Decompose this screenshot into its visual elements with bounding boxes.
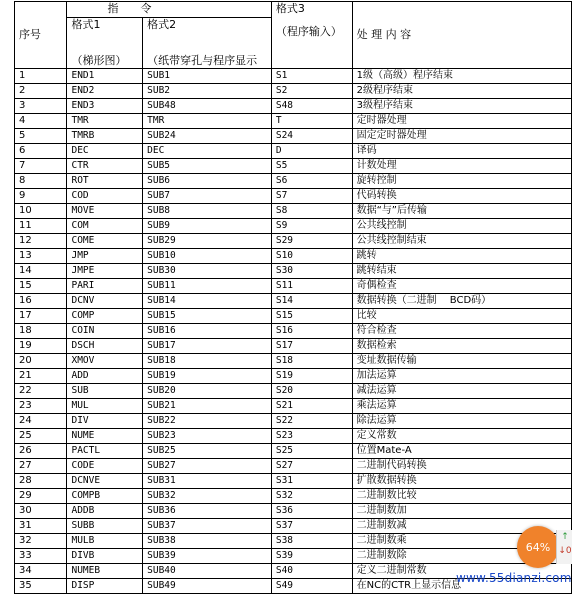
row-seq: 28: [15, 474, 67, 489]
row-format3: S11: [271, 279, 352, 294]
row-format2: SUB32: [143, 489, 272, 504]
row-format1: NUME: [67, 429, 143, 444]
row-format2: SUB27: [143, 459, 272, 474]
table-row: [15, 429, 572, 444]
header-format2-sub: （纸带穿孔与程序显示: [147, 54, 258, 67]
row-format3: S48: [271, 99, 352, 114]
row-description: 加法运算: [352, 369, 571, 384]
row-seq: 18: [15, 324, 67, 339]
row-seq: 25: [15, 429, 67, 444]
row-description: 1级（高级）程序结束: [352, 69, 571, 84]
table-row: [15, 549, 572, 564]
row-seq: 19: [15, 339, 67, 354]
row-format3: S7: [271, 189, 352, 204]
row-description: 除法运算: [352, 414, 571, 429]
row-seq: 4: [15, 114, 67, 129]
table-row: [15, 339, 572, 354]
table-row: [15, 324, 572, 339]
row-format1: DCNVE: [67, 474, 143, 489]
row-seq: 35: [15, 579, 67, 594]
row-format3: S38: [271, 534, 352, 549]
arrow-down-icon: ↓0: [558, 546, 572, 556]
row-format2: SUB40: [143, 564, 272, 579]
table-row: [15, 294, 572, 309]
row-seq: 9: [15, 189, 67, 204]
row-format1: JMP: [67, 249, 143, 264]
row-format2: SUB48: [143, 99, 272, 114]
header-format2-title: 格式2: [147, 18, 177, 31]
row-format2: SUB1: [143, 69, 272, 84]
table-row: [15, 234, 572, 249]
table-row: [15, 84, 572, 99]
row-description: 跳转: [352, 249, 571, 264]
row-description: 定义常数: [352, 429, 571, 444]
row-description: 数据“与”后传输: [352, 204, 571, 219]
row-description: 变址数据传输: [352, 354, 571, 369]
table-row: [15, 414, 572, 429]
table-row: [15, 264, 572, 279]
row-seq: 32: [15, 534, 67, 549]
table-row: [15, 399, 572, 414]
row-format2: SUB24: [143, 129, 272, 144]
row-format1: TMRB: [67, 129, 143, 144]
row-format3: S27: [271, 459, 352, 474]
table-row: [15, 144, 572, 159]
table-row: [15, 189, 572, 204]
row-seq: 15: [15, 279, 67, 294]
row-format3: S9: [271, 219, 352, 234]
row-format1: COME: [67, 234, 143, 249]
row-format1: JMPE: [67, 264, 143, 279]
row-format3: S2: [271, 84, 352, 99]
row-format1: DIV: [67, 414, 143, 429]
row-format1: COIN: [67, 324, 143, 339]
row-format1: MULB: [67, 534, 143, 549]
row-seq: 16: [15, 294, 67, 309]
row-format3: S20: [271, 384, 352, 399]
row-seq: 27: [15, 459, 67, 474]
table-row: [15, 129, 572, 144]
row-format3: S31: [271, 474, 352, 489]
row-format2: SUB49: [143, 579, 272, 594]
row-description: 二进制数乘: [352, 534, 571, 549]
row-seq: 11: [15, 219, 67, 234]
row-format2: SUB15: [143, 309, 272, 324]
table-row: [15, 204, 572, 219]
row-format2: DEC: [143, 144, 272, 159]
row-format1: END2: [67, 84, 143, 99]
row-description: 定义二进制常数: [352, 564, 571, 579]
row-seq: 20: [15, 354, 67, 369]
row-description: 公共线控制: [352, 219, 571, 234]
speed-indicator[interactable]: [556, 530, 572, 564]
row-format3: S16: [271, 324, 352, 339]
row-format2: SUB11: [143, 279, 272, 294]
row-format1: COMPB: [67, 489, 143, 504]
row-format2: SUB23: [143, 429, 272, 444]
row-description: 二进制数比较: [352, 489, 571, 504]
table-row: [15, 534, 572, 549]
row-format2: SUB6: [143, 174, 272, 189]
header-format1: [67, 18, 143, 69]
row-description: 译码: [352, 144, 571, 159]
row-seq: 24: [15, 414, 67, 429]
row-seq: 22: [15, 384, 67, 399]
row-description: 在NC的CTR上显示信息: [352, 579, 571, 594]
row-format1: ROT: [67, 174, 143, 189]
row-format1: ADDB: [67, 504, 143, 519]
row-format1: DEC: [67, 144, 143, 159]
row-format3: S14: [271, 294, 352, 309]
row-seq: 6: [15, 144, 67, 159]
row-format3: S5: [271, 159, 352, 174]
table-row: [15, 309, 572, 324]
row-format1: DCNV: [67, 294, 143, 309]
row-description: 扩散数据转换: [352, 474, 571, 489]
row-format2: SUB36: [143, 504, 272, 519]
row-format3: S49: [271, 579, 352, 594]
header-format1-sub: （梯形图）: [71, 54, 127, 67]
table-row: [15, 354, 572, 369]
table-row: [15, 114, 572, 129]
row-format1: DIVB: [67, 549, 143, 564]
row-description: 减法运算: [352, 384, 571, 399]
row-format1: MUL: [67, 399, 143, 414]
table-row: [15, 459, 572, 474]
row-description: 二进制数加: [352, 504, 571, 519]
table-row: [15, 69, 572, 84]
header-format3: [271, 2, 352, 69]
row-description: 符合检查: [352, 324, 571, 339]
header-instruction: 指 令: [67, 2, 271, 18]
row-format1: MOVE: [67, 204, 143, 219]
row-seq: 34: [15, 564, 67, 579]
row-format3: D: [271, 144, 352, 159]
row-format3: S15: [271, 309, 352, 324]
table-row: [15, 504, 572, 519]
header-format3-sub: （程序输入）: [275, 25, 342, 38]
row-format2: SUB8: [143, 204, 272, 219]
row-format3: S10: [271, 249, 352, 264]
row-format3: S6: [271, 174, 352, 189]
row-format1: SUBB: [67, 519, 143, 534]
row-seq: 5: [15, 129, 67, 144]
row-format1: NUMEB: [67, 564, 143, 579]
row-format1: END3: [67, 99, 143, 114]
row-format3: S32: [271, 489, 352, 504]
row-format1: CODE: [67, 459, 143, 474]
row-format3: S30: [271, 264, 352, 279]
row-format1: END1: [67, 69, 143, 84]
row-description: 定时器处理: [352, 114, 571, 129]
row-format1: PARI: [67, 279, 143, 294]
row-seq: 1: [15, 69, 67, 84]
row-description: 计数处理: [352, 159, 571, 174]
row-format2: SUB17: [143, 339, 272, 354]
table-row: [15, 174, 572, 189]
row-seq: 13: [15, 249, 67, 264]
row-format1: XMOV: [67, 354, 143, 369]
row-format3: S37: [271, 519, 352, 534]
row-format2: SUB5: [143, 159, 272, 174]
row-seq: 21: [15, 369, 67, 384]
row-format2: SUB14: [143, 294, 272, 309]
row-format1: COD: [67, 189, 143, 204]
row-description: 3级程序结束: [352, 99, 571, 114]
row-seq: 14: [15, 264, 67, 279]
row-description: 2级程序结束: [352, 84, 571, 99]
row-description: 代码转换: [352, 189, 571, 204]
row-format3: S22: [271, 414, 352, 429]
table-row: [15, 444, 572, 459]
table-row: [15, 384, 572, 399]
row-format2: SUB2: [143, 84, 272, 99]
row-description: 旋转控制: [352, 174, 571, 189]
row-seq: 30: [15, 504, 67, 519]
table-row: [15, 279, 572, 294]
row-format2: SUB19: [143, 369, 272, 384]
row-description: 比较: [352, 309, 571, 324]
row-format2: SUB7: [143, 189, 272, 204]
row-format2: SUB21: [143, 399, 272, 414]
row-format2: SUB22: [143, 414, 272, 429]
row-format3: S18: [271, 354, 352, 369]
row-format3: S17: [271, 339, 352, 354]
row-format2: SUB20: [143, 384, 272, 399]
header-seq: 序号: [15, 2, 67, 69]
row-format2: TMR: [143, 114, 272, 129]
row-seq: 7: [15, 159, 67, 174]
row-seq: 26: [15, 444, 67, 459]
row-seq: 29: [15, 489, 67, 504]
site-watermark: www.55dianzi.com: [456, 571, 572, 585]
row-description: 固定定时器处理: [352, 129, 571, 144]
row-seq: 23: [15, 399, 67, 414]
row-format3: S8: [271, 204, 352, 219]
row-format2: SUB10: [143, 249, 272, 264]
row-seq: 33: [15, 549, 67, 564]
row-description: 二进制代码转换: [352, 459, 571, 474]
table-row: [15, 219, 572, 234]
arrow-up-icon: ↑: [561, 532, 569, 542]
row-format3: T: [271, 114, 352, 129]
table-row: [15, 519, 572, 534]
table-row: [15, 99, 572, 114]
header-processing: 处 理 内 容: [352, 2, 571, 69]
row-format1: CTR: [67, 159, 143, 174]
progress-badge[interactable]: 64%: [517, 526, 559, 568]
header-format1-title: 格式1: [71, 18, 101, 31]
row-format2: SUB29: [143, 234, 272, 249]
row-seq: 8: [15, 174, 67, 189]
row-format3: S40: [271, 564, 352, 579]
row-seq: 31: [15, 519, 67, 534]
header-format3-title: 格式3: [275, 2, 305, 15]
row-format2: SUB31: [143, 474, 272, 489]
header-format2: [143, 18, 272, 69]
row-format3: S36: [271, 504, 352, 519]
row-format2: SUB25: [143, 444, 272, 459]
row-format2: SUB38: [143, 534, 272, 549]
row-description: 数据检索: [352, 339, 571, 354]
row-format1: COMP: [67, 309, 143, 324]
row-format3: S39: [271, 549, 352, 564]
row-format2: SUB9: [143, 219, 272, 234]
row-description: 数据转换（二进制 BCD码）: [352, 294, 571, 309]
row-description: 二进制数除: [352, 549, 571, 564]
row-seq: 17: [15, 309, 67, 324]
row-description: 乘法运算: [352, 399, 571, 414]
row-format3: S1: [271, 69, 352, 84]
row-format3: S25: [271, 444, 352, 459]
row-seq: 10: [15, 204, 67, 219]
row-description: 跳转结束: [352, 264, 571, 279]
row-format2: SUB18: [143, 354, 272, 369]
instruction-table: [14, 1, 572, 594]
row-format1: ADD: [67, 369, 143, 384]
row-description: 二进制数减: [352, 519, 571, 534]
row-format1: SUB: [67, 384, 143, 399]
row-format2: SUB16: [143, 324, 272, 339]
row-format2: SUB30: [143, 264, 272, 279]
row-format3: S23: [271, 429, 352, 444]
row-format1: PACTL: [67, 444, 143, 459]
row-seq: 2: [15, 84, 67, 99]
table-row: [15, 474, 572, 489]
row-format3: S21: [271, 399, 352, 414]
row-description: 位置Mate-A: [352, 444, 571, 459]
table-row: [15, 369, 572, 384]
row-seq: 3: [15, 99, 67, 114]
row-seq: 12: [15, 234, 67, 249]
row-format3: S29: [271, 234, 352, 249]
row-format1: COM: [67, 219, 143, 234]
row-format2: SUB37: [143, 519, 272, 534]
row-format1: DSCH: [67, 339, 143, 354]
table-row: [15, 159, 572, 174]
row-format3: S24: [271, 129, 352, 144]
row-format1: DISP: [67, 579, 143, 594]
row-format1: TMR: [67, 114, 143, 129]
row-description: 奇偶检查: [352, 279, 571, 294]
row-description: 公共线控制结束: [352, 234, 571, 249]
row-format2: SUB39: [143, 549, 272, 564]
row-format3: S19: [271, 369, 352, 384]
table-row: [15, 249, 572, 264]
table-row: [15, 489, 572, 504]
